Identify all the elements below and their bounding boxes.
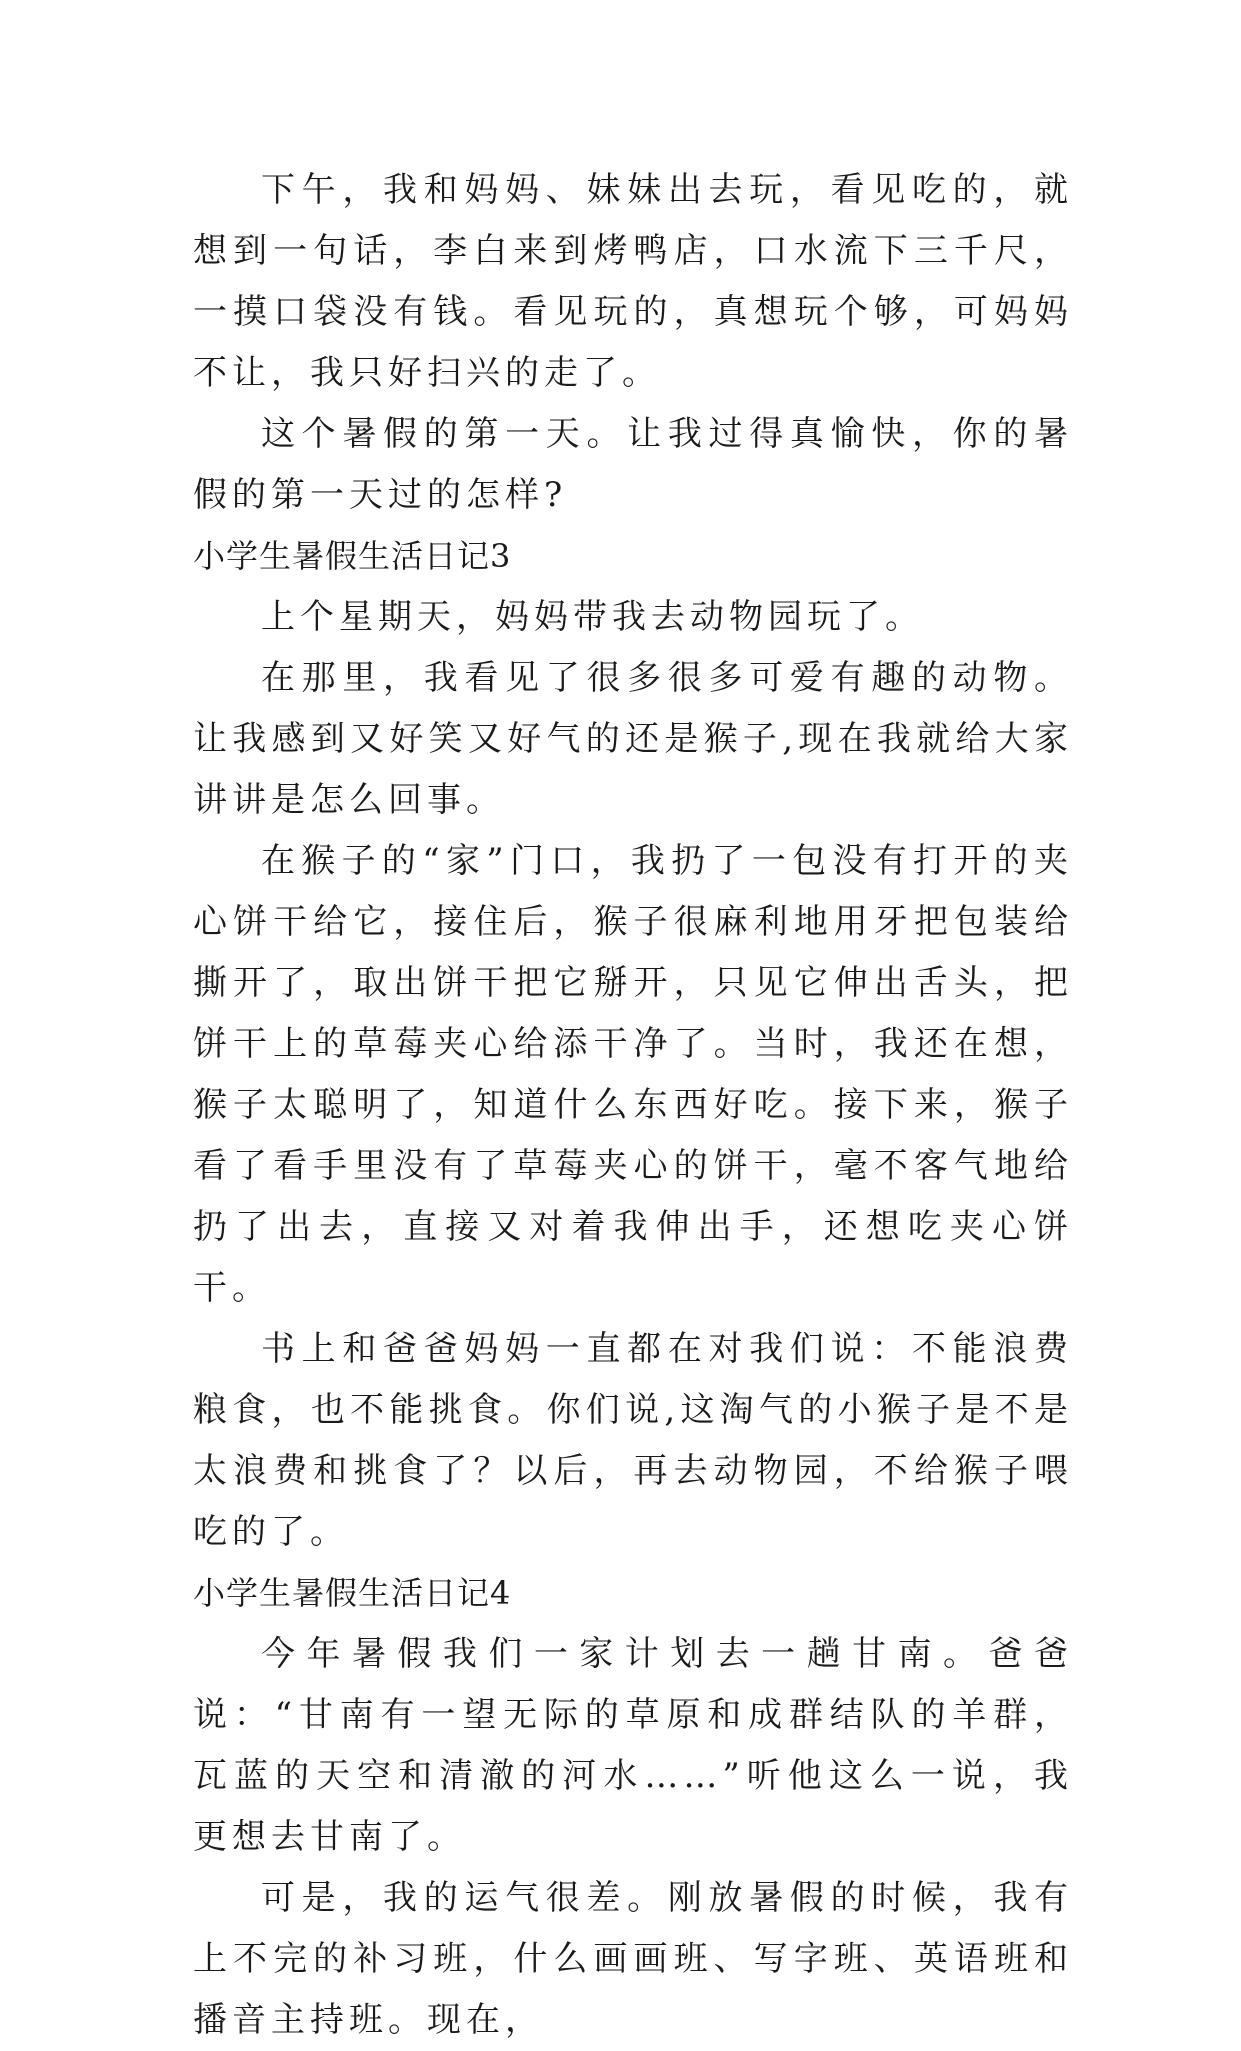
paragraph: 下午，我和妈妈、妹妹出去玩，看见吃的，就想到一句话，李白来到烤鸭店，口水流下三千尺，一摸口袋没有钱。看见玩的，真想玩个够，可妈妈不让，我只好扫兴的走了。 — [193, 170, 1073, 393]
section-heading: 小学生暑假生活日记4 — [193, 1574, 512, 1612]
paragraph: 这个暑假的第一天。让我过得真愉快，你的暑假的第一天过的怎样? — [193, 414, 1073, 515]
paragraph: 在那里，我看见了很多很多可爱有趣的动物。让我感到又好笑又好气的还是猴子,现在我就给大家讲讲是怎么回事。 — [193, 658, 1073, 820]
paragraph: 今年暑假我们一家计划去一趟甘南。爸爸说：“甘南有一望无际的草原和成群结队的羊群，瓦蓝的天空和清澈的河水……”听他这么一说，我更想去甘南了。 — [193, 1634, 1073, 1857]
paragraph: 在猴子的“家”门口，我扔了一包没有打开的夹心饼干给它，接住后，猴子很麻利地用牙把包装给撕开了，取出饼干把它掰开，只见它伸出舌头，把饼干上的草莓夹心给添干净了。当时，我还在想，猴子太聪明了，知道什么东西好吃。接下来，猴子看了看手里没有了草莓夹心的饼干，毫不客气地给扔了出去，直接又对着我伸出手，还想吃夹心饼干。 — [193, 841, 1073, 1308]
document-body — [193, 160, 1073, 2051]
paragraph: 上个星期天，妈妈带我去动物园玩了。 — [261, 597, 924, 637]
paragraph: 可是，我的运气很差。刚放暑假的时候，我有上不完的补习班，什么画画班、写字班、英语班和播音主持班。现在， — [193, 1878, 1073, 2040]
paragraph: 书上和爸爸妈妈一直都在对我们说：不能浪费粮食，也不能挑食。你们说,这淘气的小猴子是不是太浪费和挑食了？以后，再去动物园，不给猴子喂吃的了。 — [193, 1329, 1073, 1552]
section-heading: 小学生暑假生活日记3 — [193, 537, 512, 575]
